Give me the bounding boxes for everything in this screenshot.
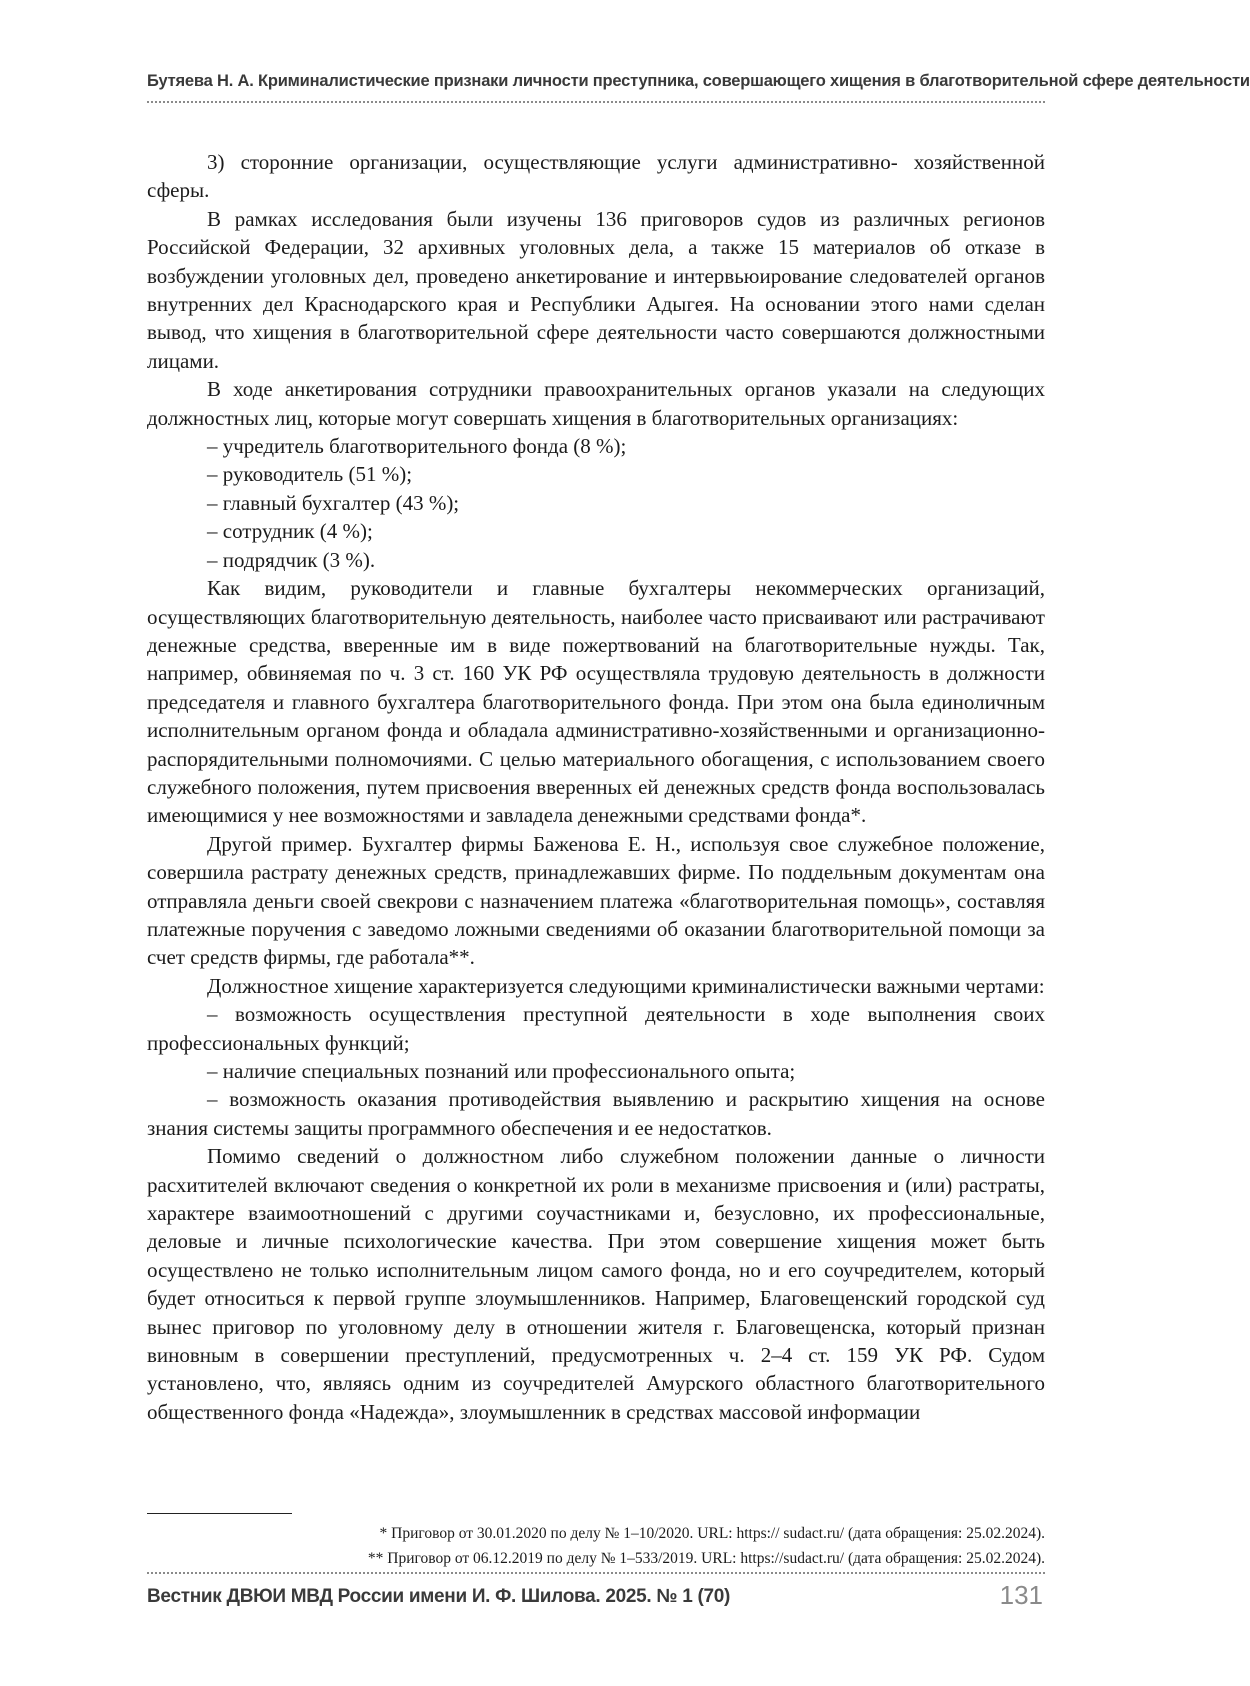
list-item: – возможность осуществления преступной деятельности в ходе выполнения своих профессиональных функций; xyxy=(147,1002,1045,1055)
list-item: – возможность оказания противодействия выявлению и раскрытию хищения на основе знания системы защиты программного обеспечения и ее недостатков. xyxy=(147,1087,1045,1140)
page-number: 131 xyxy=(999,1580,1043,1610)
list-item: – главный бухгалтер (43 %); xyxy=(207,490,460,515)
footnotes xyxy=(147,1521,1045,1571)
paragraph: Должностное хищение характеризуется следующими криминалистически важными чертами: xyxy=(207,973,1045,998)
article-body xyxy=(147,148,1045,1426)
list-item: – сотрудник (4 %); xyxy=(207,519,373,544)
journal-citation: Вестник ДВЮИ МВД России имени И. Ф. Шилова. 2025. № 1 (70) xyxy=(147,1586,731,1607)
paragraph: Помимо сведений о должностном либо служебном положении данные о личности расхитителей включают сведения о конкретной их роли в механизме присвоения и (или) растраты, характере взаимоотношений с другими соучастниками и, безусловно, их профессиональные, деловые и личные психологические качества. При этом совершение хищения может быть осуществлено не только исполнительным лицом самого фонда, но и его соучредителем, который будет относиться к первой группе злоумышленников. Например, Благовещенский городской суд вынес приговор по уголовному делу в отношении жителя г. Благовещенска, который признан виновным в совершении преступлений, предусмотренных ч. 2–4 ст. 159 УК РФ. Судом установлено, что, являясь одним из соучредителей Амурского областного благотворительного общественного фонда «Надежда», злоумышленник в средствах массовой информации xyxy=(147,1144,1045,1424)
footnote: ** Приговор от 06.12.2019 по делу № 1–533/2019. URL: https://sudact.ru/ (дата обращения: 25.02.2024). xyxy=(367,1550,1045,1567)
paragraph: 3) сторонние организации, осуществляющие услуги административно- хозяйственной сферы. xyxy=(147,150,1045,203)
paragraph: Другой пример. Бухгалтер фирмы Баженова Е. Н., используя свое служебное положение, совершила растрату денежных средств, принадлежавших фирме. По поддельным документам она отправляла деньги своей свекрови с назначением платежа «благотворительная помощь», составляя платежные поручения с заведомо ложными сведениями об оказании благотворительной помощи за счет средств фирмы, где работала**. xyxy=(147,831,1045,970)
list-item: – подрядчик (3 %). xyxy=(207,547,376,572)
list-item: – наличие специальных познаний или профессионального опыта; xyxy=(207,1059,796,1083)
list-item: – учредитель благотворительного фонда (8 %); xyxy=(207,434,627,459)
header-dotted-rule xyxy=(147,101,1045,103)
paragraph: В ходе анкетирования сотрудники правоохранительных органов указали на следующих должностных лиц, которые могут совершать хищения в благотворительных организациях: xyxy=(147,377,1045,430)
list-item: – руководитель (51 %); xyxy=(207,462,413,487)
paragraph: Как видим, руководители и главные бухгалтеры некоммерческих организаций, осуществляющих благотворительную деятельность, наиболее часто присваивают или растрачивают денежные средства, вверенные им в виде пожертвований на благотворительные нужды. Так, например, обвиняемая по ч. 3 ст. 160 УК РФ осуществляла трудовую деятельность в должности председателя и главного бухгалтера благотворительного фонда. При этом она была единоличным исполнительным органом фонда и обладала административно-хозяйственными и организационно-распорядительными полномочиями. С целью материального обогащения, с использованием своего служебного положения, путем присвоения вверенных ей денежных средств фонда воспользовалась имеющимися у нее возможностями и завладела денежными средствами фонда*. xyxy=(147,576,1045,828)
footer-dotted-rule xyxy=(147,1572,1045,1574)
footnote: * Приговор от 30.01.2020 по делу № 1–10/2020. URL: https:// sudact.ru/ (дата обращения: 25.02.2024). xyxy=(379,1525,1045,1542)
footnote-rule xyxy=(147,1513,292,1514)
running-head: Бутяева Н. А. Криминалистические признаки личности преступника, совершающего хищения в благотворительной сфере деятельности xyxy=(147,72,1250,90)
paragraph: В рамках исследования были изучены 136 приговоров судов из различных регионов Российской Федерации, 32 архивных уголовных дела, а также 15 материалов об отказе в возбуждении уголовных дел, проведено анкетирование и интервьюирование следователей органов внутренних дел Краснодарского края и Республики Адыгея. На основании этого нами сделан вывод, что хищения в благотворительной сфере деятельности часто совершаются должностными лицами. xyxy=(147,206,1045,373)
